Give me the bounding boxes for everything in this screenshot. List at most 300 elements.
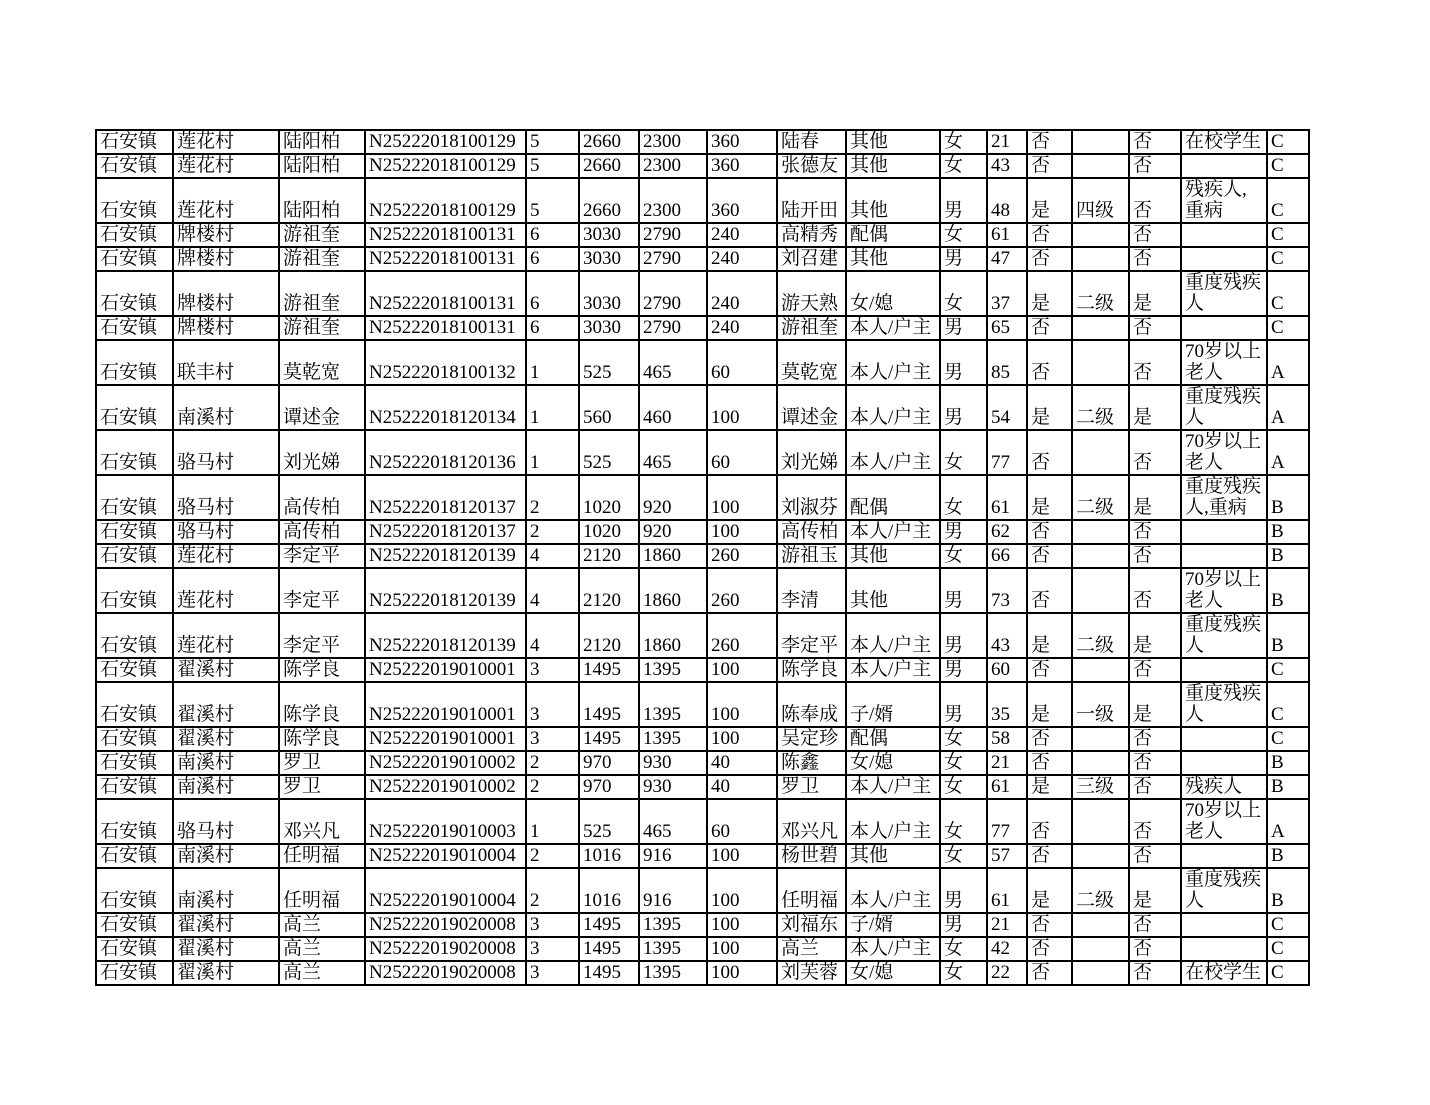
- table-cell: N25222018120139: [365, 613, 526, 658]
- table-cell: 2790: [639, 316, 707, 340]
- table-cell: N25222018100129: [365, 154, 526, 178]
- table-cell: 240: [707, 316, 777, 340]
- table-cell: 陆阳柏: [279, 154, 365, 178]
- table-cell: 刘福东: [777, 913, 846, 937]
- table-cell: 否: [1129, 430, 1181, 475]
- table-cell: 920: [639, 475, 707, 520]
- table-cell: 77: [987, 430, 1027, 475]
- table-cell: 南溪村: [173, 775, 279, 799]
- table-cell: 陆阳柏: [279, 178, 365, 223]
- table-cell: [1181, 247, 1267, 271]
- table-cell: 260: [707, 613, 777, 658]
- table-cell: 6: [526, 271, 579, 316]
- table-cell: 游祖奎: [279, 316, 365, 340]
- table-cell: [1072, 154, 1129, 178]
- table-cell: N25222018100129: [365, 178, 526, 223]
- table-cell: 谭述金: [777, 385, 846, 430]
- table-cell: 525: [579, 430, 639, 475]
- table-cell: 李定平: [777, 613, 846, 658]
- table-cell: B: [1267, 751, 1309, 775]
- table-cell: 配偶: [846, 223, 940, 247]
- table-cell: [1181, 751, 1267, 775]
- table-cell: 否: [1129, 154, 1181, 178]
- table-cell: 女: [940, 544, 987, 568]
- table-cell: 翟溪村: [173, 658, 279, 682]
- table-cell: 1395: [639, 913, 707, 937]
- table-cell: 61: [987, 475, 1027, 520]
- table-cell: 240: [707, 271, 777, 316]
- table-cell: [1181, 154, 1267, 178]
- table-row: [96, 385, 1309, 430]
- table-cell: 石安镇: [96, 385, 173, 430]
- table-cell: 100: [707, 385, 777, 430]
- table-cell: 否: [1027, 913, 1072, 937]
- table-cell: N25222018120136: [365, 430, 526, 475]
- table-cell: N25222019020008: [365, 937, 526, 961]
- table-cell: 否: [1027, 430, 1072, 475]
- table-cell: 1495: [579, 913, 639, 937]
- table-cell: 刘光娣: [279, 430, 365, 475]
- table-cell: 3030: [579, 271, 639, 316]
- table-cell: [1181, 727, 1267, 751]
- table-cell: 4: [526, 544, 579, 568]
- table-cell: 35: [987, 682, 1027, 727]
- table-cell: 否: [1129, 178, 1181, 223]
- table-cell: 高兰: [279, 913, 365, 937]
- table-cell: 21: [987, 751, 1027, 775]
- table-cell: C: [1267, 223, 1309, 247]
- table-cell: 是: [1129, 682, 1181, 727]
- table-cell: 翟溪村: [173, 961, 279, 985]
- table-cell: 930: [639, 751, 707, 775]
- table-cell: 高精秀: [777, 223, 846, 247]
- table-cell: 本人/户主: [846, 868, 940, 913]
- table-cell: 二级: [1072, 475, 1129, 520]
- table-cell: [1072, 568, 1129, 613]
- table-cell: 40: [707, 775, 777, 799]
- table-cell: 否: [1027, 937, 1072, 961]
- table-cell: 石安镇: [96, 247, 173, 271]
- table-row: [96, 844, 1309, 868]
- table-cell: 刘光娣: [777, 430, 846, 475]
- table-cell: 6: [526, 316, 579, 340]
- table-cell: 石安镇: [96, 568, 173, 613]
- table-cell: C: [1267, 316, 1309, 340]
- table-cell: [1181, 316, 1267, 340]
- table-cell: 否: [1129, 520, 1181, 544]
- table-cell: 3030: [579, 223, 639, 247]
- table-cell: 在校学生: [1181, 130, 1267, 154]
- table-cell: 100: [707, 682, 777, 727]
- table-cell: 60: [707, 430, 777, 475]
- table-cell: 否: [1129, 544, 1181, 568]
- table-cell: 石安镇: [96, 751, 173, 775]
- table-cell: 1495: [579, 727, 639, 751]
- table-row: [96, 913, 1309, 937]
- table-cell: [1181, 223, 1267, 247]
- table-row: [96, 520, 1309, 544]
- table-row: [96, 178, 1309, 223]
- table-cell: 3: [526, 913, 579, 937]
- table-cell: 是: [1027, 682, 1072, 727]
- table-cell: 1020: [579, 520, 639, 544]
- table-cell: 66: [987, 544, 1027, 568]
- table-cell: 3: [526, 961, 579, 985]
- table-cell: 吴定珍: [777, 727, 846, 751]
- table-cell: 70岁以上老人: [1181, 430, 1267, 475]
- table-cell: 女: [940, 844, 987, 868]
- table-cell: 2300: [639, 130, 707, 154]
- table-cell: 否: [1129, 316, 1181, 340]
- table-cell: 否: [1027, 247, 1072, 271]
- table-cell: 61: [987, 775, 1027, 799]
- table-cell: 是: [1027, 475, 1072, 520]
- table-cell: 游祖奎: [279, 223, 365, 247]
- table-cell: 2300: [639, 154, 707, 178]
- table-cell: 四级: [1072, 178, 1129, 223]
- table-cell: 游天熟: [777, 271, 846, 316]
- table-row: [96, 544, 1309, 568]
- table-cell: C: [1267, 130, 1309, 154]
- table-cell: 1: [526, 799, 579, 844]
- table-cell: 否: [1027, 154, 1072, 178]
- table-cell: 1: [526, 385, 579, 430]
- table-cell: 莲花村: [173, 568, 279, 613]
- table-cell: N25222018120137: [365, 520, 526, 544]
- table-cell: 陆开田: [777, 178, 846, 223]
- table-cell: 否: [1027, 316, 1072, 340]
- table-cell: 二级: [1072, 868, 1129, 913]
- table-cell: 否: [1027, 223, 1072, 247]
- table-cell: 陆阳柏: [279, 130, 365, 154]
- table-row: [96, 727, 1309, 751]
- table-cell: 其他: [846, 844, 940, 868]
- table-row: [96, 751, 1309, 775]
- table-cell: 陈学良: [777, 658, 846, 682]
- table-cell: 77: [987, 799, 1027, 844]
- table-cell: [1072, 799, 1129, 844]
- table-cell: 女: [940, 961, 987, 985]
- table-cell: A: [1267, 385, 1309, 430]
- table-cell: 37: [987, 271, 1027, 316]
- table-cell: 525: [579, 340, 639, 385]
- table-cell: 2300: [639, 178, 707, 223]
- table-cell: 重度残疾人,重病: [1181, 475, 1267, 520]
- table-cell: 5: [526, 130, 579, 154]
- table-cell: 100: [707, 913, 777, 937]
- table-cell: B: [1267, 520, 1309, 544]
- table-cell: 是: [1027, 613, 1072, 658]
- table-cell: C: [1267, 178, 1309, 223]
- spreadsheet-sheet: [95, 129, 1310, 986]
- table-cell: 女: [940, 727, 987, 751]
- table-cell: 360: [707, 178, 777, 223]
- table-cell: 是: [1027, 271, 1072, 316]
- table-cell: N25222019010001: [365, 727, 526, 751]
- table-cell: 是: [1129, 271, 1181, 316]
- table-cell: 1395: [639, 937, 707, 961]
- table-cell: 465: [639, 430, 707, 475]
- table-cell: N25222019020008: [365, 961, 526, 985]
- table-cell: 360: [707, 154, 777, 178]
- table-cell: 2: [526, 868, 579, 913]
- table-cell: 1395: [639, 682, 707, 727]
- table-row: [96, 475, 1309, 520]
- table-cell: 翟溪村: [173, 913, 279, 937]
- table-cell: 3: [526, 682, 579, 727]
- table-cell: N25222019010002: [365, 751, 526, 775]
- table-cell: 配偶: [846, 727, 940, 751]
- table-cell: 560: [579, 385, 639, 430]
- table-row: [96, 154, 1309, 178]
- table-cell: 240: [707, 223, 777, 247]
- table-cell: 陈鑫: [777, 751, 846, 775]
- table-cell: 重度残疾人: [1181, 868, 1267, 913]
- table-cell: 骆马村: [173, 430, 279, 475]
- table-cell: 李定平: [279, 568, 365, 613]
- table-cell: [1072, 316, 1129, 340]
- table-cell: 石安镇: [96, 844, 173, 868]
- table-cell: 460: [639, 385, 707, 430]
- table-cell: 本人/户主: [846, 937, 940, 961]
- table-cell: B: [1267, 844, 1309, 868]
- table-cell: 李定平: [279, 613, 365, 658]
- table-cell: 莲花村: [173, 613, 279, 658]
- table-cell: 二级: [1072, 271, 1129, 316]
- table-cell: 高兰: [279, 937, 365, 961]
- table-cell: 2660: [579, 130, 639, 154]
- table-cell: 骆马村: [173, 475, 279, 520]
- table-cell: 100: [707, 868, 777, 913]
- table-cell: [1072, 937, 1129, 961]
- table-cell: 高传柏: [279, 520, 365, 544]
- table-cell: 否: [1027, 799, 1072, 844]
- table-cell: 1495: [579, 658, 639, 682]
- table-cell: 石安镇: [96, 682, 173, 727]
- table-cell: 男: [940, 316, 987, 340]
- table-cell: 1395: [639, 658, 707, 682]
- table-cell: 本人/户主: [846, 340, 940, 385]
- table-cell: 1020: [579, 475, 639, 520]
- table-cell: 刘淑芬: [777, 475, 846, 520]
- table-cell: 莲花村: [173, 178, 279, 223]
- table-cell: 本人/户主: [846, 520, 940, 544]
- table-cell: 陈学良: [279, 682, 365, 727]
- table-cell: 否: [1129, 751, 1181, 775]
- table-cell: 重度残疾人: [1181, 385, 1267, 430]
- table-cell: N25222019010004: [365, 868, 526, 913]
- table-cell: 2: [526, 475, 579, 520]
- table-cell: 930: [639, 775, 707, 799]
- table-body: [96, 130, 1309, 985]
- table-cell: 否: [1129, 937, 1181, 961]
- table-cell: C: [1267, 154, 1309, 178]
- table-cell: N25222018100131: [365, 247, 526, 271]
- table-cell: 70岁以上老人: [1181, 568, 1267, 613]
- table-cell: 否: [1129, 568, 1181, 613]
- table-cell: 石安镇: [96, 340, 173, 385]
- table-cell: 本人/户主: [846, 613, 940, 658]
- table-cell: 260: [707, 544, 777, 568]
- table-cell: 莫乾宽: [279, 340, 365, 385]
- table-cell: 石安镇: [96, 727, 173, 751]
- table-cell: 其他: [846, 568, 940, 613]
- table-row: [96, 961, 1309, 985]
- table-cell: 联丰村: [173, 340, 279, 385]
- table-row: [96, 868, 1309, 913]
- table-cell: 石安镇: [96, 430, 173, 475]
- table-row: [96, 271, 1309, 316]
- table-row: [96, 799, 1309, 844]
- table-cell: 女: [940, 475, 987, 520]
- table-cell: 60: [987, 658, 1027, 682]
- table-cell: 2: [526, 844, 579, 868]
- table-cell: 邓兴凡: [279, 799, 365, 844]
- table-cell: 100: [707, 937, 777, 961]
- table-cell: 2660: [579, 178, 639, 223]
- table-cell: 3030: [579, 247, 639, 271]
- table-cell: 男: [940, 868, 987, 913]
- table-cell: 杨世碧: [777, 844, 846, 868]
- table-cell: 男: [940, 913, 987, 937]
- table-cell: 5: [526, 178, 579, 223]
- table-cell: 54: [987, 385, 1027, 430]
- table-cell: N25222018100131: [365, 316, 526, 340]
- table-row: [96, 937, 1309, 961]
- table-cell: 莲花村: [173, 154, 279, 178]
- table-cell: 本人/户主: [846, 799, 940, 844]
- table-cell: 其他: [846, 178, 940, 223]
- table-cell: 石安镇: [96, 130, 173, 154]
- table-cell: 高兰: [777, 937, 846, 961]
- table-cell: [1072, 430, 1129, 475]
- table-row: [96, 568, 1309, 613]
- table-cell: 石安镇: [96, 775, 173, 799]
- table-cell: 2: [526, 775, 579, 799]
- table-cell: 骆马村: [173, 520, 279, 544]
- table-cell: 240: [707, 247, 777, 271]
- table-cell: [1181, 658, 1267, 682]
- table-cell: 2: [526, 751, 579, 775]
- table-cell: [1181, 544, 1267, 568]
- table-cell: 否: [1129, 961, 1181, 985]
- table-cell: 57: [987, 844, 1027, 868]
- table-cell: 游祖奎: [279, 271, 365, 316]
- table-cell: N25222018120137: [365, 475, 526, 520]
- table-cell: 男: [940, 340, 987, 385]
- table-cell: 否: [1129, 727, 1181, 751]
- table-cell: N25222019010001: [365, 658, 526, 682]
- table-cell: 是: [1027, 385, 1072, 430]
- table-cell: 否: [1027, 568, 1072, 613]
- table-cell: 任明福: [777, 868, 846, 913]
- table-cell: 65: [987, 316, 1027, 340]
- table-cell: 1: [526, 340, 579, 385]
- table-cell: 否: [1129, 223, 1181, 247]
- table-cell: 游祖玉: [777, 544, 846, 568]
- table-cell: 张德友: [777, 154, 846, 178]
- table-cell: 本人/户主: [846, 430, 940, 475]
- table-cell: 1860: [639, 568, 707, 613]
- table-cell: [1072, 961, 1129, 985]
- table-cell: C: [1267, 247, 1309, 271]
- table-cell: 莫乾宽: [777, 340, 846, 385]
- table-cell: 本人/户主: [846, 385, 940, 430]
- table-cell: 重度残疾人: [1181, 271, 1267, 316]
- table-cell: 否: [1027, 520, 1072, 544]
- table-cell: 其他: [846, 544, 940, 568]
- table-cell: 石安镇: [96, 271, 173, 316]
- table-cell: 6: [526, 247, 579, 271]
- table-cell: 男: [940, 613, 987, 658]
- table-cell: 916: [639, 844, 707, 868]
- table-cell: C: [1267, 682, 1309, 727]
- table-cell: 牌楼村: [173, 247, 279, 271]
- table-cell: 男: [940, 682, 987, 727]
- table-cell: 邓兴凡: [777, 799, 846, 844]
- table-row: [96, 775, 1309, 799]
- table-cell: 22: [987, 961, 1027, 985]
- table-cell: 牌楼村: [173, 271, 279, 316]
- table-cell: 陈学良: [279, 658, 365, 682]
- table-cell: N25222019010002: [365, 775, 526, 799]
- table-cell: 是: [1027, 868, 1072, 913]
- table-cell: 陈奉成: [777, 682, 846, 727]
- table-cell: 残疾人,重病: [1181, 178, 1267, 223]
- table-cell: C: [1267, 937, 1309, 961]
- table-cell: 本人/户主: [846, 316, 940, 340]
- table-cell: 是: [1027, 775, 1072, 799]
- table-cell: 2790: [639, 223, 707, 247]
- table-cell: [1072, 223, 1129, 247]
- table-cell: B: [1267, 775, 1309, 799]
- table-cell: 否: [1129, 130, 1181, 154]
- table-cell: 李定平: [279, 544, 365, 568]
- table-cell: [1072, 247, 1129, 271]
- table-cell: N25222018120139: [365, 568, 526, 613]
- table-cell: 南溪村: [173, 868, 279, 913]
- table-cell: 3: [526, 727, 579, 751]
- table-cell: 2790: [639, 247, 707, 271]
- table-cell: 否: [1129, 844, 1181, 868]
- table-cell: 否: [1027, 844, 1072, 868]
- table-cell: 是: [1129, 613, 1181, 658]
- table-cell: 骆马村: [173, 799, 279, 844]
- table-cell: 其他: [846, 130, 940, 154]
- table-cell: 罗卫: [279, 775, 365, 799]
- table-cell: 石安镇: [96, 961, 173, 985]
- table-cell: 100: [707, 475, 777, 520]
- table-cell: 260: [707, 568, 777, 613]
- table-cell: 70岁以上老人: [1181, 799, 1267, 844]
- table-cell: 南溪村: [173, 751, 279, 775]
- table-cell: 女/媳: [846, 961, 940, 985]
- table-cell: 否: [1027, 658, 1072, 682]
- table-cell: [1072, 751, 1129, 775]
- table-cell: B: [1267, 475, 1309, 520]
- table-cell: 陈学良: [279, 727, 365, 751]
- table-cell: 南溪村: [173, 844, 279, 868]
- table-cell: 石安镇: [96, 937, 173, 961]
- table-cell: 970: [579, 775, 639, 799]
- table-cell: 其他: [846, 247, 940, 271]
- table-cell: 否: [1027, 340, 1072, 385]
- table-cell: 3: [526, 658, 579, 682]
- table-cell: 女/媳: [846, 271, 940, 316]
- table-cell: 2: [526, 520, 579, 544]
- table-cell: 女: [940, 130, 987, 154]
- table-cell: N25222019010001: [365, 682, 526, 727]
